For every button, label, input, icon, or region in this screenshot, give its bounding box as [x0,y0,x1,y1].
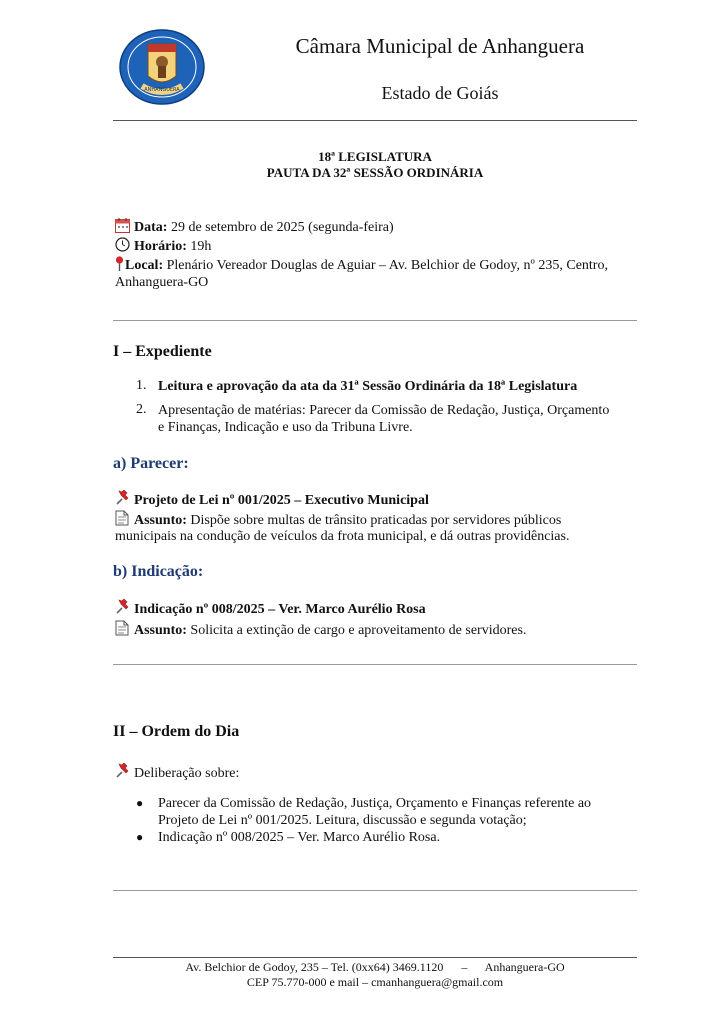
ordem-heading: II – Ordem do Dia [113,723,240,740]
state-subtitle: Estado de Goiás [381,83,499,103]
indicacao-subject-text: Solicita a extinção de cargo e aproveitamento de servidores. [190,623,527,638]
date-line [115,218,640,237]
header-divider [113,120,637,121]
expediente-item-2: Apresentação de matérias: Parecer da Comissão de Redação, Justiça, Orçamento [158,403,610,418]
location-pin-icon [115,256,124,271]
location-label: Local: [125,258,164,273]
footer-contact: CEP 75.770-000 e mail – cmanhanguera@gmail.com [246,975,504,989]
location-line [115,256,640,275]
time-label: Horário: [134,239,187,254]
pushpin-icon [115,490,130,505]
document-icon [115,620,130,635]
parecer-subject-cont: municipais na condução de veículos da frota municipal, e dá outras providências. [115,529,570,544]
deliberation-line [115,763,640,783]
indicacao-title: Indicação nº 008/2025 – Ver. Marco Aurélio Rosa [134,602,426,617]
session-heading: PAUTA DA 32ª SESSÃO ORDINÁRIA [266,165,484,180]
deliberation-text: Deliberação sobre: [134,766,240,781]
project-title: Projeto de Lei nº 001/2025 – Executivo Municipal [134,493,429,508]
bullet-dot: ● [136,830,144,844]
indicacao-heading: b) Indicação: [113,563,204,580]
municipal-seal [118,28,206,106]
subject-label: Assunto: [134,623,187,638]
section-divider-2 [113,664,637,665]
location-value-1: Plenário Vereador Douglas de Aguiar – Av. Belchior de Godoy, nº 235, Centro, [166,258,608,273]
footer-address: Av. Belchior de Godoy, 235 – Tel. (0xx64) 3469.1120 – Anhanguera-GO [185,960,565,974]
time-line [115,237,640,256]
location-line-2: Anhanguera-GO [115,275,209,290]
seal-lettering: ANHANGUERA [144,87,180,93]
expediente-heading: I – Expediente [113,343,212,360]
bullet-dot: ● [136,796,144,810]
time-value: 19h [190,239,212,254]
subject-label: Assunto: [134,513,187,528]
subject-text-1: Dispõe sobre multas de trânsito praticadas por servidores públicos [190,513,562,528]
parecer-subject [115,510,640,530]
footer-divider [113,957,637,958]
chamber-title: Câmara Municipal de Anhanguera [295,34,585,58]
expediente-item-2-cont: e Finanças, Indicação e uso da Tribuna Livre. [158,420,413,435]
section-divider-1 [113,320,637,321]
indicacao-subject [115,620,640,640]
item-number-2: 2. [136,402,147,417]
clock-icon [115,237,130,252]
ordem-bullet-1: Parecer da Comissão de Redação, Justiça, Orçamento e Finanças referente ao [158,796,592,811]
pushpin-icon [115,763,130,778]
parecer-heading: a) Parecer: [113,455,189,472]
expediente-item-1: Leitura e aprovação da ata da 31ª Sessão Ordinária da 18ª Legislatura [158,379,578,394]
pushpin-icon [115,599,130,614]
ordem-bullet-2: Indicação nº 008/2025 – Ver. Marco Aurélio Rosa. [158,830,441,845]
date-value: 29 de setembro de 2025 (segunda-feira) [170,220,394,235]
item-number-1: 1. [136,378,147,393]
parecer-project [115,490,640,510]
date-label: Data: [134,220,168,235]
ordem-bullet-1-cont: Projeto de Lei nº 001/2025. Leitura, discussão e segunda votação; [158,813,527,828]
section-divider-3 [113,890,637,891]
indicacao-item [115,599,640,619]
document-icon [115,510,130,525]
calendar-icon [115,218,130,233]
legislature-heading: 18ª LEGISLATURA [318,149,432,164]
